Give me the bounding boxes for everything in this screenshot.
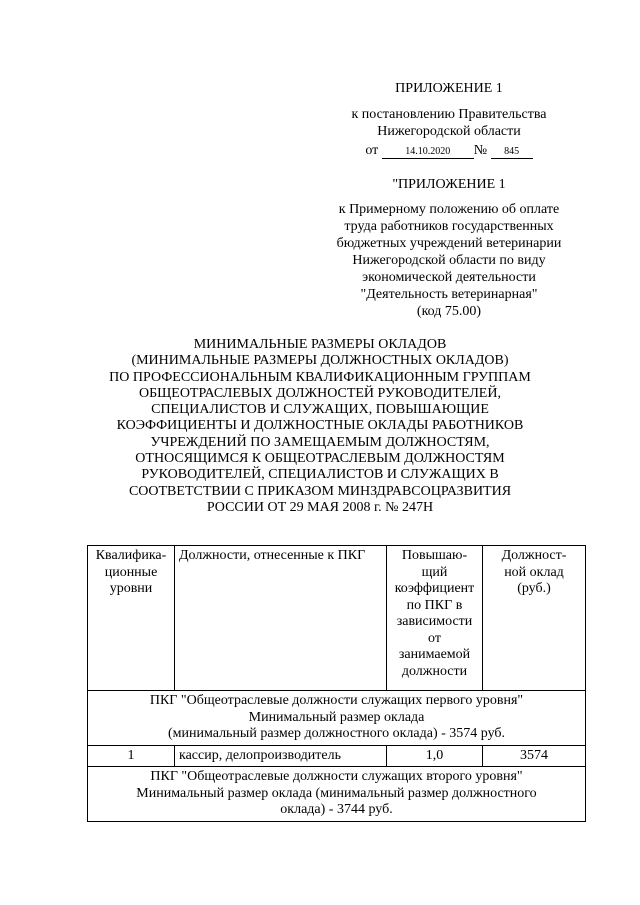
- appendix-subtitle: [318, 106, 580, 140]
- header-coefficient: Повышаю- щий коэффициент по ПКГ в зависимости от занимаемой должности: [387, 546, 483, 691]
- main-title-line: РУКОВОДИТЕЛЕЙ, СПЕЦИАЛИСТОВ И СЛУЖАЩИХ В: [141, 467, 499, 483]
- group-row-second-level: [88, 767, 586, 822]
- group-line: оклада) - 3744 руб.: [280, 802, 393, 817]
- main-title-line: ОБЩЕОТРАСЛЕВЫХ ДОЛЖНОСТЕЙ РУКОВОДИТЕЛЕЙ,: [139, 385, 501, 401]
- table-header-row: [88, 546, 586, 691]
- cell-level: 1: [88, 745, 175, 767]
- inner-appendix-line: труда работников государственных: [344, 219, 554, 234]
- group-cell: [88, 691, 586, 746]
- main-title-line: ПО ПРОФЕССИОНАЛЬНЫМ КВАЛИФИКАЦИОННЫМ ГРУППАМ: [109, 369, 531, 385]
- group-line: ПКГ "Общеотраслевые должности служащих первого уровня": [149, 693, 524, 708]
- main-title-line: СООТВЕТСТВИИ С ПРИКАЗОМ МИНЗДРАВСОЦРАЗВИТИЯ: [128, 483, 512, 499]
- group-line: Минимальный размер оклада: [248, 709, 425, 725]
- inner-appendix-line: бюджетных учреждений ветеринарии: [336, 236, 562, 251]
- main-title-line: РОССИИ ОТ 29 МАЯ 2008 г. № 247Н: [206, 499, 434, 515]
- inner-appendix-line: к Примерному положению об оплате: [338, 202, 560, 217]
- number-prefix: №: [473, 143, 488, 158]
- cell-salary: 3574: [483, 745, 586, 767]
- inner-appendix-line: "Деятельность ветеринарная": [360, 287, 538, 302]
- main-title-line: КОЭФФИЦИЕНТЫ И ДОЛЖНОСТНЫЕ ОКЛАДЫ РАБОТНИКОВ: [116, 418, 524, 434]
- inner-appendix-line: Нижегородской области по виду: [352, 253, 546, 268]
- main-title-line: СПЕЦИАЛИСТОВ И СЛУЖАЩИХ, ПОВЫШАЮЩИЕ: [151, 402, 489, 418]
- cell-coefficient: 1,0: [387, 745, 483, 767]
- inner-appendix-title: "ПРИЛОЖЕНИЕ 1: [392, 177, 506, 192]
- group-line: Минимальный размер оклада (минимальный размер должностного: [136, 785, 537, 801]
- group-line: ПКГ "Общеотраслевые должности служащих второго уровня": [150, 769, 523, 784]
- salary-table: [87, 545, 586, 822]
- document-main-title: [100, 337, 540, 516]
- group-cell: [88, 767, 586, 822]
- appendix-subtitle-line: к постановлению Правительства: [351, 107, 547, 122]
- inner-appendix-text: [318, 201, 580, 320]
- date-number-line: [318, 142, 580, 159]
- document-date: 14.10.2020: [382, 145, 474, 159]
- document-number: 845: [491, 145, 533, 159]
- appendix-subtitle-line: Нижегородской области: [377, 124, 521, 139]
- cell-position: кассир, делопроизводитель: [175, 745, 387, 767]
- header-qualification-levels: Квалифика- ционные уровни: [88, 546, 175, 691]
- appendix-title: ПРИЛОЖЕНИЕ 1: [395, 81, 503, 96]
- header-salary: Должност- ной оклад (руб.): [483, 546, 586, 691]
- main-title-line: УЧРЕЖДЕНИЙ ПО ЗАМЕЩАЕМЫМ ДОЛЖНОСТЯМ,: [150, 434, 490, 450]
- header-positions: Должности, отнесенные к ПКГ: [175, 546, 387, 691]
- inner-appendix-line: (код 75.00): [416, 304, 482, 319]
- date-prefix: от: [365, 143, 379, 158]
- main-title-line: (МИНИМАЛЬНЫЕ РАЗМЕРЫ ДОЛЖНОСТНЫХ ОКЛАДОВ): [131, 353, 509, 369]
- group-row-first-level: [88, 691, 586, 746]
- inner-appendix-line: экономической деятельности: [362, 270, 536, 285]
- table-row: [88, 745, 586, 767]
- main-title-line: ОТНОСЯЩИМСЯ К ОБЩЕОТРАСЛЕВЫМ ДОЛЖНОСТЯМ: [135, 451, 505, 467]
- main-title-line: МИНИМАЛЬНЫЕ РАЗМЕРЫ ОКЛАДОВ: [193, 337, 447, 352]
- group-line: (минимальный размер должностного оклада) - 3574 руб.: [167, 726, 506, 741]
